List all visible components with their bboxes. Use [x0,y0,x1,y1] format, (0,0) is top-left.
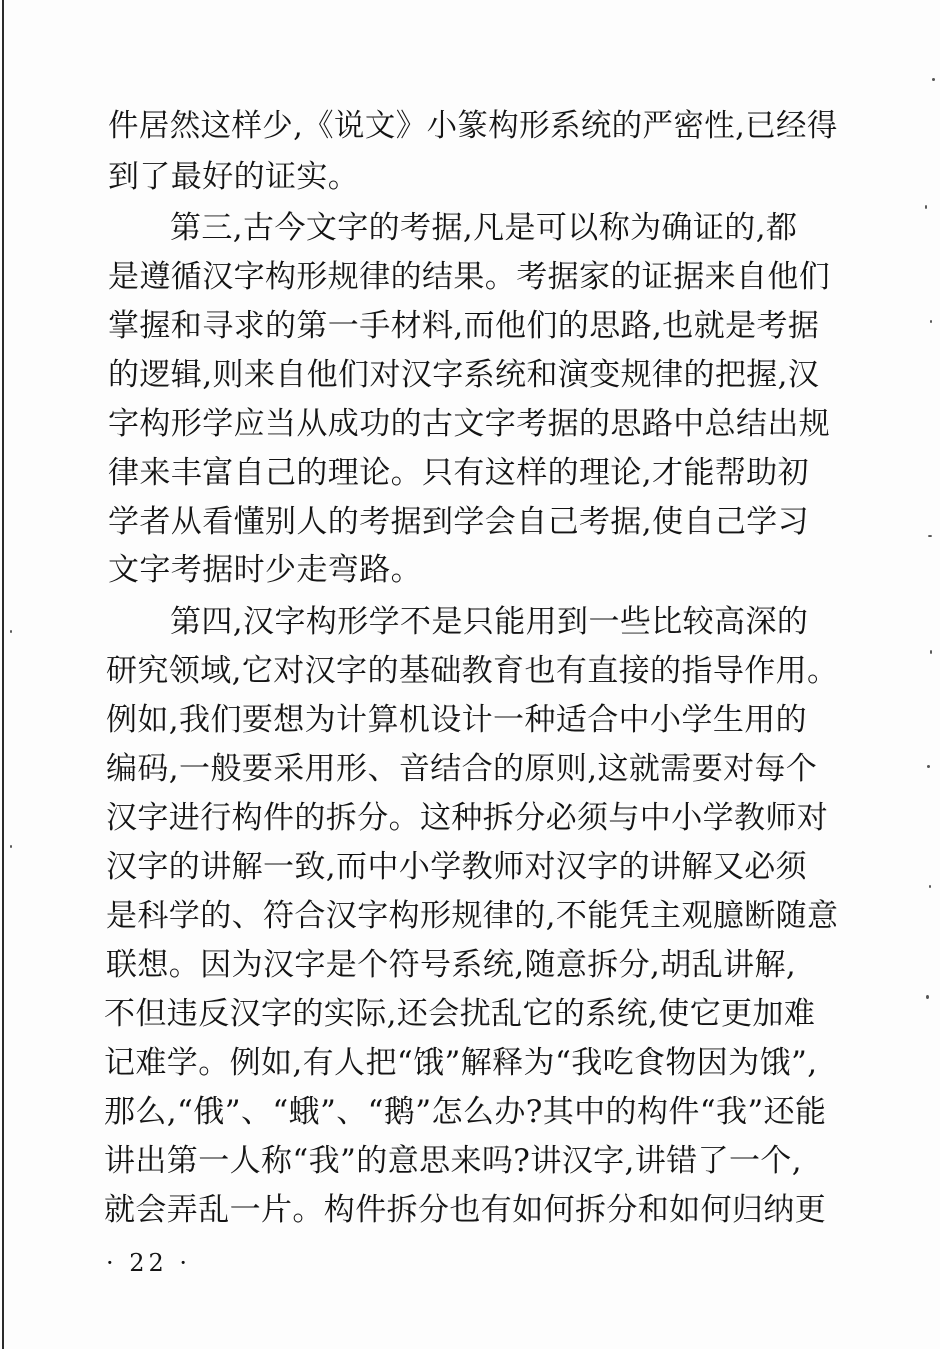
scan-speck [932,78,935,81]
page-number: · 22 · [106,1249,192,1277]
text-line: 联想。因为汉字是个符号系统,随意拆分,胡乱讲解, [106,947,797,983]
scan-speck [10,845,12,848]
text-line: 字构形学应当从成功的古文字考据的思路中总结出规 [108,406,831,442]
text-line: 是科学的、符合汉字构形规律的,不能凭主观臆断随意 [106,898,839,934]
scan-speck [10,630,12,633]
text-line: 讲出第一人称“我”的意思来吗?讲汉字,讲错了一个, [104,1143,803,1179]
text-line: 文字考据时少走弯路。 [108,552,422,588]
text-line: 记难学。例如,有人把“饿”解释为“我吃食物因为饿”, [104,1045,818,1081]
text-line: 不但违反汉字的实际,还会扰乱它的系统,使它更加难 [104,996,816,1032]
scan-speck [927,765,930,768]
text-line: 那么,“俄”、“蛾”、“鹅”怎么办?其中的构件“我”还能 [104,1094,827,1130]
scan-speck [930,650,932,654]
text-line: 是遵循汉字构形规律的结果。考据家的证据来自他们 [108,259,831,295]
paragraph-start-line: 第三,古今文字的考据,凡是可以称为确证的,都 [170,210,798,246]
text-line: 到了最好的证实。 [108,159,360,195]
text-line: 的逻辑,则来自他们对汉字系统和演变规律的把握,汉 [108,357,820,393]
text-line: 研究领域,它对汉字的基础教育也有直接的指导作用。 [106,653,839,689]
text-line: 掌握和寻求的第一手材料,而他们的思路,也就是考据 [108,308,820,344]
text-line: 学者从看懂别人的考据到学会自己考据,使自己学习 [108,504,810,540]
scan-speck [928,535,932,537]
scan-speck [930,320,932,323]
text-line: 就会弄乱一片。构件拆分也有如何拆分和如何归纳更 [104,1192,827,1228]
page-edge-rule [2,0,4,1349]
text-line: 件居然这样少,《说文》小篆构形系统的严密性,已经得 [108,108,838,144]
text-line: 编码,一般要采用形、音结合的原则,这就需要对每个 [106,751,818,787]
scan-speck [926,995,929,999]
text-line: 汉字的讲解一致,而中小学教师对汉字的讲解又必须 [106,849,808,885]
scan-speck [929,885,931,888]
paragraph-start-line: 第四,汉字构形学不是只能用到一些比较高深的 [170,604,809,640]
scan-speck [925,205,927,209]
text-line: 律来丰富自己的理论。只有这样的理论,才能帮助初 [108,455,810,491]
text-line: 例如,我们要想为计算机设计一种适合中小学生用的 [106,702,808,738]
text-line: 汉字进行构件的拆分。这种拆分必须与中小学教师对 [106,800,829,836]
